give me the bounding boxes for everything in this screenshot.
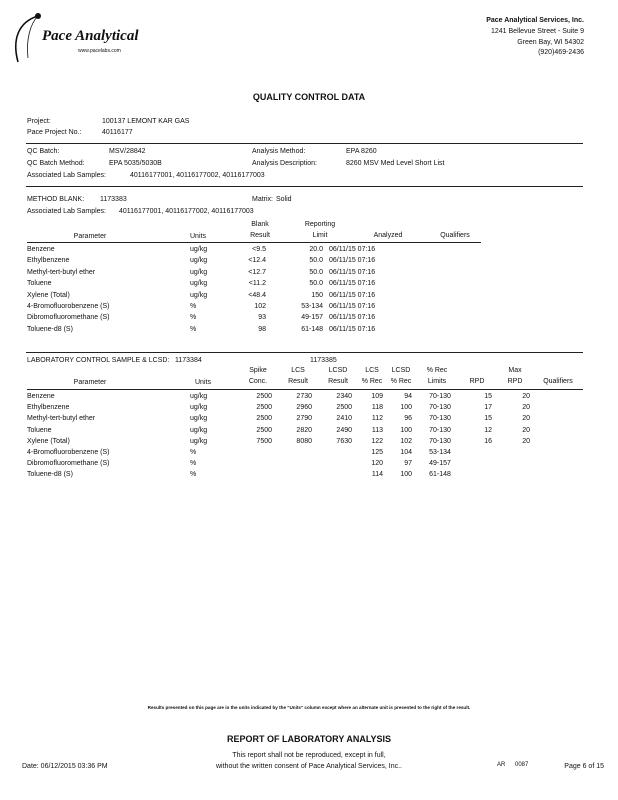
lcs-header-rec-1: LCS [365, 367, 379, 374]
lcs-cell-parameter: Ethylbenzene [27, 404, 70, 412]
pace-project-value: 40116177 [102, 129, 133, 136]
analysis-desc-label: Analysis Description: [252, 160, 317, 167]
company-phone: (920)469-2436 [538, 49, 584, 56]
lcs-cell-units: % [190, 471, 197, 479]
lcs-cell-lcsd-rec: 102 [400, 437, 412, 445]
lcs-cell-units: ug/kg [190, 415, 208, 423]
lcs-header-lcsd-rec-2: % Rec [390, 378, 412, 385]
lcs-cell-lcsd-result: 2500 [336, 404, 352, 412]
report-initials: AR [497, 762, 506, 768]
lcs-cell-rpd: 15 [484, 415, 492, 423]
mb-cell-limit: 50.0 [309, 257, 323, 265]
lcs-header-lcs-2: Result [288, 378, 308, 385]
lcs-cell-lcsd-rec: 100 [400, 426, 412, 434]
mb-cell-analyzed: 06/11/15 07:16 [329, 314, 376, 322]
analysis-desc-value: 8260 MSV Med Level Short List [346, 160, 445, 167]
matrix-value: Solid [276, 196, 292, 203]
method-blank-label: METHOD BLANK: [27, 196, 85, 203]
lcs-cell-limits: 53-134 [429, 449, 451, 456]
report-line-1: This report shall not be reproduced, except in full, [232, 752, 386, 759]
lcs-cell-spike: 2500 [256, 393, 272, 400]
mb-cell-analyzed: 06/11/15 07:16 [329, 291, 376, 299]
divider [26, 143, 583, 144]
lcs-cell-max-rpd: 20 [522, 393, 530, 400]
mb-header-analyzed: Analyzed [373, 232, 403, 239]
mb-cell-analyzed: 06/11/15 07:16 [329, 257, 376, 265]
lcs-cell-rpd: 16 [484, 437, 492, 445]
mb-header-limit-1: Reporting [304, 221, 336, 228]
mb-cell-analyzed: 06/11/15 07:16 [329, 268, 376, 276]
lcs-header-parameter: Parameter [73, 379, 107, 386]
divider [26, 352, 583, 353]
mb-cell-result: 102 [254, 303, 266, 310]
lcs-header-rpd: RPD [469, 378, 485, 385]
lcs-cell-rpd: 15 [484, 393, 492, 400]
mb-cell-result: <11.2 [248, 280, 266, 288]
mb-cell-parameter: Dibromofluoromethane (S) [27, 314, 110, 322]
mb-cell-result: 98 [258, 325, 266, 333]
lcs-cell-max-rpd: 20 [522, 404, 530, 412]
lcs-cell-limits: 70-130 [429, 393, 451, 400]
mb-cell-result: <48.4 [248, 291, 266, 299]
mb-header-blank-2: Result [250, 232, 270, 239]
lcs-cell-lcs-rec: 122 [371, 437, 383, 445]
lcs-cell-units: ug/kg [190, 404, 208, 412]
mb-assoc-value: 40116177001, 40116177002, 40116177003 [119, 208, 254, 215]
mb-cell-result: <9.5 [252, 246, 266, 253]
lcs-header-limits-1: % Rec [426, 367, 448, 374]
analysis-method-label: Analysis Method: [252, 148, 306, 155]
lcs-header-units: Units [195, 379, 211, 386]
mb-cell-parameter: Ethylbenzene [27, 257, 70, 265]
qc-method-label: QC Batch Method: [27, 160, 85, 167]
lcs-cell-lcsd-rec: 104 [400, 449, 412, 456]
lcs-header-qualifiers: Qualifiers [543, 378, 573, 385]
mb-cell-parameter: 4-Bromofluorobenzene (S) [27, 303, 110, 310]
logo-text: Pace Analytical [42, 28, 139, 44]
lcs-cell-lcsd-rec: 100 [400, 404, 412, 412]
mb-assoc-label: Associated Lab Samples: [27, 208, 106, 215]
mb-header-blank-1: Blank [251, 221, 269, 228]
lcs-cell-parameter: Benzene [27, 393, 55, 400]
lcs-cell-spike: 2500 [256, 404, 272, 412]
mb-header-parameter: Parameter [73, 233, 107, 240]
lcs-header-rule [27, 389, 583, 390]
project-value: 100137 LEMONT KAR GAS [102, 118, 190, 125]
lcs-cell-lcsd-result: 2340 [336, 393, 352, 400]
qc-assoc-value: 40116177001, 40116177002, 40116177003 [130, 172, 265, 179]
mb-cell-units: ug/kg [190, 246, 208, 253]
lcs-cell-max-rpd: 20 [522, 437, 530, 445]
lcs-header-spike-2: Conc. [248, 378, 268, 385]
mb-header-limit-2: Limit [312, 232, 328, 239]
lcs-cell-lcsd-result: 7630 [336, 437, 352, 445]
mb-cell-result: <12.4 [248, 257, 266, 265]
company-name: Pace Analytical Services, Inc. [486, 17, 584, 24]
lcs-header-max-2: RPD [507, 378, 523, 385]
mb-cell-limit: 50.0 [309, 268, 323, 276]
report-date: Date: 06/12/2015 03:36 PM [22, 763, 108, 770]
analysis-method-value: EPA 8260 [346, 148, 377, 155]
project-label: Project: [27, 118, 51, 125]
lcs-cell-max-rpd: 20 [522, 426, 530, 434]
lcs-cell-lcs-result: 2960 [296, 404, 312, 412]
mb-cell-limit: 61-148 [301, 325, 323, 333]
report-title: REPORT OF LABORATORY ANALYSIS [226, 734, 392, 744]
qc-batch-label: QC Batch: [27, 148, 60, 155]
mb-cell-limit: 49-157 [301, 314, 323, 322]
page-title: QUALITY CONTROL DATA [252, 92, 366, 102]
lcs-cell-spike: 2500 [256, 426, 272, 434]
lcs-header-max-1: Max [508, 367, 522, 374]
lcs-cell-parameter: Toluene [27, 426, 52, 434]
mb-cell-parameter: Xylene (Total) [27, 291, 70, 299]
mb-cell-units: ug/kg [190, 268, 208, 276]
lcs-cell-max-rpd: 20 [522, 415, 530, 423]
mb-header-units: Units [190, 233, 206, 240]
lcs-cell-units: ug/kg [190, 426, 208, 434]
company-address-1: 1241 Bellevue Street - Suite 9 [490, 28, 584, 35]
lcs-cell-lcs-result: 2820 [296, 426, 312, 434]
lcs-label: LABORATORY CONTROL SAMPLE & LCSD: [27, 357, 170, 364]
report-code: 0087 [515, 762, 529, 768]
mb-cell-parameter: Methyl-tert-butyl ether [27, 268, 96, 276]
lcs-cell-units: % [190, 460, 197, 468]
pace-project-label: Pace Project No.: [27, 129, 82, 136]
lcs-cell-lcsd-rec: 96 [404, 415, 412, 423]
lcs-cell-lcs-result: 8080 [296, 437, 312, 445]
report-line-2: without the written consent of Pace Analytical Services, Inc.. [216, 763, 402, 770]
lcs-cell-rpd: 17 [484, 404, 492, 412]
lcsd-id: 1173385 [310, 357, 337, 364]
lcs-cell-units: % [190, 449, 197, 456]
lcs-cell-limits: 70-130 [429, 426, 451, 434]
lcs-cell-lcsd-result: 2410 [336, 415, 352, 423]
lcs-header-lcs-1: LCS [291, 367, 305, 374]
mb-cell-parameter: Toluene-d8 (S) [27, 325, 73, 333]
lcs-cell-units: ug/kg [190, 393, 208, 400]
mb-cell-units: % [190, 303, 197, 310]
lcs-cell-lcs-result: 2730 [296, 393, 312, 400]
lcs-cell-lcs-result: 2790 [296, 415, 312, 423]
mb-header-rule [27, 242, 481, 243]
lcs-cell-lcs-rec: 114 [371, 471, 383, 479]
logo-url: www.pacelabs.com [78, 48, 121, 54]
lcs-cell-limits: 49-157 [429, 460, 451, 468]
mb-cell-analyzed: 06/11/15 07:16 [329, 325, 376, 333]
mb-cell-parameter: Toluene [27, 280, 52, 288]
lcs-header-lcsd-1: LCSD [328, 367, 348, 374]
mb-cell-limit: 50.0 [309, 280, 323, 288]
lcs-header-limits-2: Limits [427, 378, 447, 385]
lcs-cell-lcsd-rec: 100 [400, 471, 412, 479]
page-number: Page 6 of 15 [564, 763, 604, 770]
lcs-cell-parameter: 4-Bromofluorobenzene (S) [27, 449, 110, 456]
lcs-header-spike-1: Spike [249, 367, 267, 374]
method-blank-id: 1173383 [100, 196, 127, 203]
units-footnote: Results presented on this page are in the units indicated by the "Units" column except where an alternate unit is presented to the right of the result. [147, 705, 471, 710]
lcs-cell-lcs-rec: 112 [371, 415, 383, 423]
qc-assoc-label: Associated Lab Samples: [27, 172, 106, 179]
lcs-cell-limits: 70-130 [429, 404, 451, 412]
lcs-cell-lcsd-result: 2490 [336, 426, 352, 434]
divider [26, 186, 583, 187]
mb-cell-units: ug/kg [190, 257, 208, 265]
mb-cell-analyzed: 06/11/15 07:16 [329, 280, 376, 288]
lcs-cell-parameter: Methyl-tert-butyl ether [27, 415, 96, 423]
company-address-2: Green Bay, WI 54302 [517, 39, 584, 46]
qc-batch-value: MSV/28842 [109, 148, 146, 155]
mb-cell-units: % [190, 314, 197, 322]
mb-cell-units: % [190, 325, 197, 333]
mb-header-qualifiers: Qualifiers [440, 232, 470, 239]
mb-cell-result: <12.7 [248, 268, 266, 276]
matrix-label: Matrix: [252, 196, 273, 203]
lcs-cell-lcs-rec: 113 [371, 426, 383, 434]
lcs-cell-units: ug/kg [190, 437, 208, 445]
lcs-cell-limits: 61-148 [429, 471, 451, 479]
lcs-cell-lcsd-rec: 94 [404, 393, 412, 400]
lcs-header-rec-2: % Rec [361, 378, 383, 385]
lcs-cell-spike: 7500 [256, 437, 272, 445]
lcs-cell-parameter: Dibromofluoromethane (S) [27, 460, 110, 468]
lcs-cell-limits: 70-130 [429, 415, 451, 423]
lcs-cell-spike: 2500 [256, 415, 272, 423]
lcs-cell-lcsd-rec: 97 [404, 460, 412, 468]
lcs-id: 1173384 [175, 357, 202, 364]
mb-cell-analyzed: 06/11/15 07:16 [329, 303, 376, 310]
mb-cell-limit: 53-134 [301, 303, 323, 310]
lcs-cell-lcs-rec: 120 [371, 460, 383, 468]
lcs-header-lcsd-2: Result [328, 378, 348, 385]
mb-cell-units: ug/kg [190, 280, 208, 288]
lcs-cell-lcs-rec: 109 [371, 393, 383, 400]
mb-cell-limit: 150 [311, 291, 323, 299]
mb-cell-units: ug/kg [190, 291, 208, 299]
mb-cell-limit: 20.0 [309, 246, 323, 253]
lcs-cell-lcs-rec: 118 [371, 404, 383, 412]
mb-cell-parameter: Benzene [27, 246, 55, 253]
lcs-cell-rpd: 12 [484, 426, 492, 434]
lcs-header-lcsd-rec-1: LCSD [391, 367, 411, 374]
qc-method-value: EPA 5035/5030B [109, 160, 162, 167]
mb-cell-analyzed: 06/11/15 07:16 [329, 246, 376, 253]
lcs-cell-parameter: Xylene (Total) [27, 437, 70, 445]
lcs-cell-lcs-rec: 125 [371, 449, 383, 456]
mb-cell-result: 93 [258, 314, 266, 322]
lcs-cell-limits: 70-130 [429, 437, 451, 445]
lcs-cell-parameter: Toluene-d8 (S) [27, 471, 73, 479]
